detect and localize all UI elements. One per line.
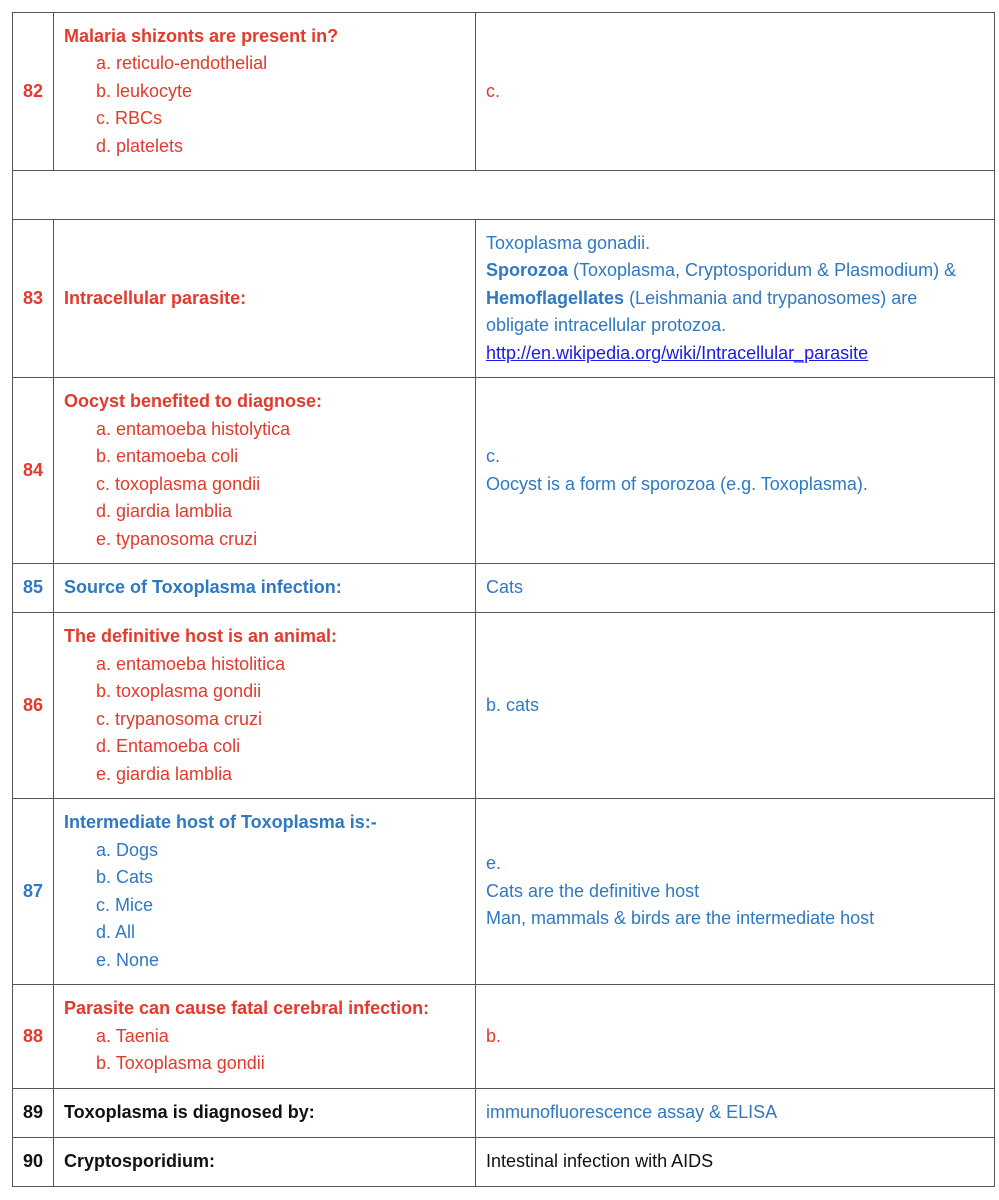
options-list bbox=[64, 50, 465, 160]
question-text: Intermediate host of Toxoplasma is:- bbox=[64, 812, 377, 832]
question-cell bbox=[54, 378, 476, 564]
option-a: a. entamoeba histolytica bbox=[96, 418, 291, 439]
option-a: a. Taenia bbox=[96, 1025, 169, 1046]
option-d: d. giardia lamblia bbox=[96, 501, 233, 521]
spacer-row bbox=[13, 171, 995, 220]
question-text: Oocyst benefited to diagnose: bbox=[64, 391, 323, 411]
question-cell bbox=[54, 1089, 476, 1138]
answer-cell bbox=[476, 799, 995, 985]
option-a: a. Dogs bbox=[96, 839, 159, 860]
answer-cell bbox=[476, 13, 995, 171]
answer-text: (Toxoplasma, Cryptosporidum & Plasmodium) & bbox=[568, 260, 957, 281]
question-number: 90 bbox=[13, 1138, 54, 1187]
question-number: 84 bbox=[13, 378, 54, 564]
answer-text: c. bbox=[486, 80, 501, 101]
table-row-88 bbox=[13, 985, 995, 1089]
answer-cell bbox=[476, 564, 995, 613]
answer-line: c. bbox=[486, 446, 501, 466]
question-cell bbox=[54, 613, 476, 799]
answer-text: b. cats bbox=[486, 694, 540, 715]
table-row-82 bbox=[13, 13, 995, 171]
option-e: e. giardia lamblia bbox=[96, 763, 233, 784]
options-list bbox=[64, 651, 465, 789]
question-text: Malaria shizonts are present in? bbox=[64, 25, 339, 46]
answer-cell bbox=[476, 985, 995, 1089]
wikipedia-link[interactable]: http://en.wikipedia.org/wiki/Intracellular_parasite bbox=[486, 342, 869, 363]
qa-table bbox=[12, 12, 995, 1187]
answer-text: (Leishmania and trypanosomes) are obligate intracellular protozoa. bbox=[486, 287, 918, 336]
table-row-90 bbox=[13, 1138, 995, 1187]
answer-text: b. bbox=[486, 1025, 502, 1046]
question-text: Intracellular parasite: bbox=[64, 287, 247, 308]
option-d: d. platelets bbox=[96, 135, 184, 156]
answer-paragraph bbox=[486, 260, 956, 335]
options-list bbox=[64, 837, 465, 975]
table-row-85 bbox=[13, 564, 995, 613]
option-c: c. trypanosoma cruzi bbox=[96, 708, 263, 729]
question-number: 88 bbox=[13, 985, 54, 1089]
question-number: 87 bbox=[13, 799, 54, 985]
question-text: Parasite can cause fatal cerebral infection: bbox=[64, 998, 430, 1019]
table-row-87 bbox=[13, 799, 995, 985]
question-cell bbox=[54, 1138, 476, 1187]
answer-line: Oocyst is a form of sporozoa (e.g. Toxoplasma). bbox=[486, 473, 868, 494]
answer-bold-sporozoa: Sporozoa bbox=[486, 260, 569, 281]
option-b: b. Cats bbox=[96, 867, 154, 887]
question-cell bbox=[54, 13, 476, 171]
option-b: b. toxoplasma gondii bbox=[96, 681, 262, 701]
option-d: d. Entamoeba coli bbox=[96, 736, 241, 756]
question-cell bbox=[54, 799, 476, 985]
answer-line: Toxoplasma gonadii. bbox=[486, 232, 651, 253]
answer-text: Cats bbox=[486, 577, 524, 598]
answer-cell bbox=[476, 378, 995, 564]
answer-cell bbox=[476, 613, 995, 799]
question-number: 89 bbox=[13, 1089, 54, 1138]
question-text: Source of Toxoplasma infection: bbox=[64, 577, 342, 598]
option-c: c. toxoplasma gondii bbox=[96, 473, 261, 494]
question-text: Cryptosporidium: bbox=[64, 1151, 215, 1172]
answer-cell bbox=[476, 1138, 995, 1187]
option-e: e. typanosoma cruzi bbox=[96, 528, 258, 549]
question-text: The definitive host is an animal: bbox=[64, 626, 338, 646]
table-row-89 bbox=[13, 1089, 995, 1138]
option-a: a. reticulo-endothelial bbox=[96, 53, 268, 74]
answer-line: Man, mammals & birds are the intermediate host bbox=[486, 908, 875, 929]
options-list bbox=[64, 416, 465, 554]
question-cell bbox=[54, 985, 476, 1089]
option-c: c. Mice bbox=[96, 894, 154, 915]
answer-text: Intestinal infection with AIDS bbox=[486, 1151, 714, 1172]
option-b: b. leukocyte bbox=[96, 80, 193, 101]
option-b: b. entamoeba coli bbox=[96, 446, 239, 466]
options-list bbox=[64, 1023, 465, 1078]
table-row-86 bbox=[13, 613, 995, 799]
question-number: 85 bbox=[13, 564, 54, 613]
question-number: 83 bbox=[13, 220, 54, 378]
table-row-84 bbox=[13, 378, 995, 564]
answer-cell bbox=[476, 1089, 995, 1138]
answer-bold-hemoflagellates: Hemoflagellates bbox=[486, 287, 625, 308]
table-row-83 bbox=[13, 220, 995, 378]
question-cell bbox=[54, 220, 476, 378]
question-number: 82 bbox=[13, 13, 54, 171]
option-d: d. All bbox=[96, 922, 136, 942]
answer-line: Cats are the definitive host bbox=[486, 880, 700, 901]
question-cell bbox=[54, 564, 476, 613]
question-number: 86 bbox=[13, 613, 54, 799]
option-a: a. entamoeba histolitica bbox=[96, 653, 286, 674]
option-b: b. Toxoplasma gondii bbox=[96, 1053, 265, 1074]
option-e: e. None bbox=[96, 949, 160, 970]
answer-text: immunofluorescence assay & ELISA bbox=[486, 1102, 778, 1123]
option-c: c. RBCs bbox=[96, 108, 163, 129]
answer-cell bbox=[476, 220, 995, 378]
question-text: Toxoplasma is diagnosed by: bbox=[64, 1102, 315, 1123]
spacer-cell bbox=[13, 171, 995, 220]
answer-line: e. bbox=[486, 853, 502, 874]
